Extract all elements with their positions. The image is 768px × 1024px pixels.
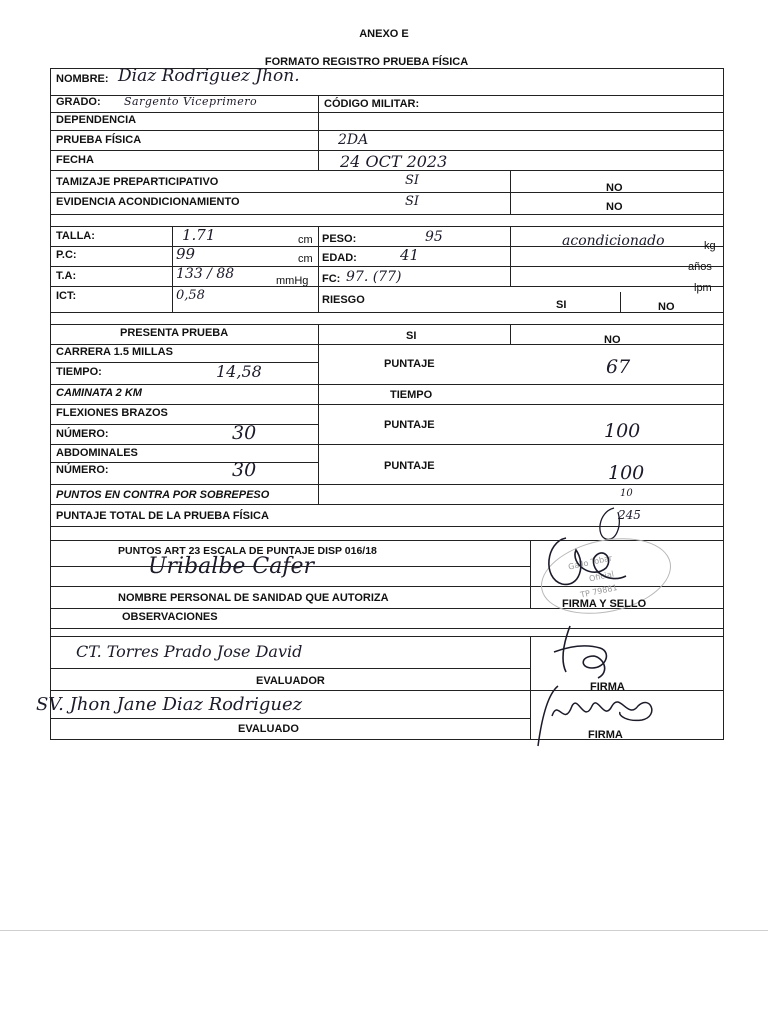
scan-edge	[0, 930, 768, 931]
pc-label: P.C:	[56, 249, 77, 261]
presenta-no: NO	[604, 334, 621, 346]
ict-value: 0,58	[176, 288, 205, 303]
evaluado-label: EVALUADO	[238, 723, 299, 735]
official-stamp: Gallo Tobar Oficial TP 79881	[534, 527, 678, 625]
carrera-tiempo-label: TIEMPO:	[56, 366, 102, 378]
evaluador-firma-label: FIRMA	[590, 681, 625, 693]
carrera-puntaje-label: PUNTAJE	[384, 358, 435, 370]
carrera-tiempo-value: 14,58	[216, 362, 262, 381]
dependencia-label: DEPENDENCIA	[56, 114, 137, 126]
acondicionamiento-value: acondicionado	[562, 233, 665, 249]
evaluador-nombre-value: CT. Torres Prado Jose David	[76, 642, 303, 661]
presenta-si: SI	[406, 330, 417, 342]
presenta-prueba-label: PRESENTA PRUEBA	[120, 327, 229, 339]
ict-label: ICT:	[56, 290, 77, 302]
annex-label: ANEXO E	[359, 28, 409, 40]
caminata-label: CAMINATA 2 KM	[56, 387, 142, 399]
peso-label: PESO:	[322, 233, 357, 245]
fecha-label: FECHA	[56, 154, 94, 166]
evaluador-label: EVALUADOR	[256, 675, 325, 687]
tamizaje-label: TAMIZAJE PREPARTICIPATIVO	[56, 176, 219, 188]
evidencia-label: EVIDENCIA ACONDICIONAMIENTO	[56, 196, 240, 208]
observaciones-label: OBSERVACIONES	[122, 611, 218, 623]
grado-label: GRADO:	[56, 96, 101, 108]
talla-label: TALLA:	[56, 230, 95, 242]
fc-value: 97. (77)	[346, 269, 402, 285]
evaluador-signature	[540, 622, 620, 682]
sanidad-nombre-value: Uribalbe Cafer	[148, 554, 315, 579]
sanidad-signature	[536, 528, 636, 598]
riesgo-no: NO	[658, 301, 675, 313]
abdominales-numero-value: 30	[232, 459, 257, 481]
puntaje-total-value: 245	[618, 508, 641, 522]
riesgo-si: SI	[556, 299, 567, 311]
evidencia-si-mark: SI	[405, 194, 420, 209]
fecha-value: 24 OCT 2023	[340, 152, 448, 171]
fc-unit: lpm	[694, 282, 712, 294]
flexiones-label: FLEXIONES BRAZOS	[56, 407, 168, 419]
tamizaje-si-mark: SI	[405, 173, 420, 188]
talla-value: 1.71	[182, 226, 216, 244]
codigo-militar-label: CÓDIGO MILITAR:	[324, 98, 420, 110]
prueba-fisica-value: 2DA	[338, 132, 369, 148]
flexiones-puntaje-label: PUNTAJE	[384, 419, 435, 431]
fc-label: FC:	[322, 273, 341, 285]
carrera-label: CARRERA 1.5 MILLAS	[56, 346, 173, 358]
puntos-contra-value: 10	[620, 488, 633, 499]
pc-value: 99	[176, 245, 196, 263]
peso-unit: kg	[704, 240, 716, 252]
tamizaje-no: NO	[606, 182, 623, 194]
edad-value: 41	[400, 246, 420, 264]
nombre-value: Diaz Rodriguez Jhon.	[118, 66, 300, 86]
abdominales-label: ABDOMINALES	[56, 447, 138, 459]
riesgo-label: RIESGO	[322, 294, 365, 306]
abdominales-puntaje-label: PUNTAJE	[384, 460, 435, 472]
ta-unit: mmHg	[276, 275, 309, 287]
flexiones-numero-value: 30	[232, 422, 257, 444]
flexiones-numero-label: NÚMERO:	[56, 428, 109, 440]
evaluado-nombre-value: SV. Jhon Jane Diaz Rodriguez	[36, 694, 303, 715]
evidencia-no: NO	[606, 201, 623, 213]
nombre-sanidad-label: NOMBRE PERSONAL DE SANIDAD QUE AUTORIZA	[118, 592, 389, 604]
puntaje-total-label: PUNTAJE TOTAL DE LA PRUEBA FÍSICA	[56, 510, 269, 522]
carrera-puntaje-value: 67	[606, 356, 631, 378]
ta-value: 133 / 88	[176, 266, 235, 282]
nombre-label: NOMBRE:	[56, 73, 109, 85]
ta-label: T.A:	[56, 270, 77, 282]
evaluado-firma-label: FIRMA	[588, 729, 623, 741]
prueba-fisica-label: PRUEBA FÍSICA	[56, 134, 142, 146]
caminata-tiempo-label: TIEMPO	[390, 389, 433, 401]
puntos-contra-label: PUNTOS EN CONTRA POR SOBREPESO	[56, 489, 270, 501]
abdominales-puntaje-value: 100	[608, 462, 645, 484]
edad-unit: años	[688, 261, 712, 273]
firma-sello-label: FIRMA Y SELLO	[562, 598, 647, 610]
flexiones-puntaje-value: 100	[604, 420, 641, 442]
evaluado-signature	[528, 676, 668, 756]
pc-unit: cm	[298, 253, 313, 265]
edad-label: EDAD:	[322, 252, 357, 264]
peso-value: 95	[425, 229, 443, 245]
abdominales-numero-label: NÚMERO:	[56, 464, 109, 476]
puntos-art-label: PUNTOS ART 23 ESCALA DE PUNTAJE DISP 016/18	[118, 545, 377, 557]
grado-value: Sargento Viceprimero	[124, 95, 258, 108]
form-title: FORMATO REGISTRO PRUEBA FÍSICA	[264, 56, 469, 68]
talla-unit: cm	[298, 234, 313, 246]
